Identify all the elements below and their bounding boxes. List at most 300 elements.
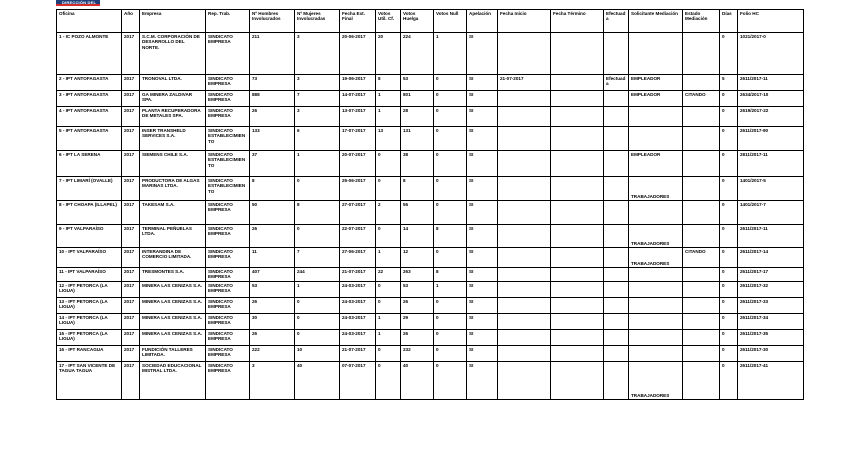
table-cell: 38 — [401, 151, 434, 177]
table-cell: 53 — [401, 282, 434, 298]
table-row — [57, 346, 804, 362]
table-cell — [498, 127, 551, 151]
table-cell: 2611/2017-30 — [738, 346, 804, 362]
table-cell: SI — [467, 107, 498, 127]
institution-logo — [56, 0, 100, 10]
table-cell: 7 - IPT LIMARÍ (OVALLE) — [57, 177, 122, 201]
table-cell: SINDICATO EMPRESA — [206, 33, 250, 75]
table-cell — [629, 268, 683, 282]
table-header — [57, 10, 804, 33]
table-cell — [551, 75, 604, 91]
table-cell: 2811/2017-11 — [738, 151, 804, 177]
table-cell: SI — [467, 127, 498, 151]
table-cell: 2017 — [122, 201, 140, 225]
table-cell — [683, 33, 720, 75]
column-header: Votos Util. Cf. — [376, 10, 401, 33]
column-header: Días — [720, 10, 738, 33]
table-cell: 0 — [434, 330, 467, 346]
column-header: Apelación — [467, 10, 498, 33]
table-cell: 28 — [401, 107, 434, 127]
table-cell: 1 — [376, 330, 401, 346]
table-cell — [629, 127, 683, 151]
table-cell: 30 — [250, 314, 295, 330]
table-cell — [498, 248, 551, 268]
table-cell: EMPLEADOR — [629, 151, 683, 177]
table-cell: SI — [467, 33, 498, 75]
table-cell: SINDICATO EMPRESA — [206, 91, 250, 107]
table-cell — [498, 91, 551, 107]
table-cell — [498, 33, 551, 75]
table-cell: SINDICATO EMPRESA — [206, 298, 250, 314]
table-cell: 0 — [376, 362, 401, 400]
table-cell: 2017 — [122, 225, 140, 248]
table-cell: 2017 — [122, 346, 140, 362]
table-cell: 407 — [250, 268, 295, 282]
table-cell: 0 — [295, 177, 340, 201]
table-cell: 232 — [401, 346, 434, 362]
table-cell — [683, 177, 720, 201]
table-cell: 2611/2017-35 — [738, 330, 804, 346]
table-cell: 16 - IPT RANCAGUA — [57, 346, 122, 362]
table-cell: 6 — [295, 127, 340, 151]
table-cell: 14 — [401, 225, 434, 248]
column-header: Votos Null — [434, 10, 467, 33]
table-cell — [551, 151, 604, 177]
table-cell: TERMINAL PEÑUELAS LTDA. — [140, 225, 206, 248]
table-cell: 0 — [295, 330, 340, 346]
table-cell — [551, 107, 604, 127]
table-cell: SI — [467, 346, 498, 362]
table-cell: 0 — [295, 314, 340, 330]
table-cell: 3 — [295, 33, 340, 75]
table-row — [57, 314, 804, 330]
table-cell: 2611/2017-41 — [738, 362, 804, 400]
table-cell: 801 — [401, 91, 434, 107]
table-cell: 1 — [376, 248, 401, 268]
table-cell: 0 — [376, 282, 401, 298]
table-cell — [683, 75, 720, 91]
table-cell: 888 — [250, 91, 295, 107]
table-cell — [604, 151, 629, 177]
table-cell — [551, 346, 604, 362]
table-cell: 13 - IPT PETORCA (LA LIGUA) — [57, 298, 122, 314]
table-cell: 1 — [376, 314, 401, 330]
table-cell: 2017 — [122, 268, 140, 282]
table-cell: 2611/2017-34 — [738, 314, 804, 330]
table-cell: 7 — [295, 248, 340, 268]
table-cell — [551, 201, 604, 225]
table-cell: 3 — [250, 362, 295, 400]
table-cell — [629, 107, 683, 127]
table-row — [57, 33, 804, 75]
logo-label: DIRECCIÓN DEL TRABAJO — [62, 0, 97, 10]
table-row — [57, 225, 804, 248]
table-cell: 2017 — [122, 33, 140, 75]
table-cell: 0 — [434, 151, 467, 177]
table-cell: 0 — [720, 107, 738, 127]
table-cell: SINDICATO EMPRESA — [206, 314, 250, 330]
table-cell: 0 — [295, 298, 340, 314]
table-cell: 1 — [434, 33, 467, 75]
table-cell: 5 - IPT ANTOFAGASTA — [57, 127, 122, 151]
table-cell: SINDICATO EMPRESA — [206, 346, 250, 362]
table-cell: 73 — [250, 75, 295, 91]
column-header: Efectuada — [604, 10, 629, 33]
table-cell: 55 — [401, 201, 434, 225]
table-cell: 224 — [401, 33, 434, 75]
table-cell: 4 - IPT ANTOFAGASTA — [57, 107, 122, 127]
table-cell: 1 — [376, 107, 401, 127]
table-cell: 27-06-2017 — [340, 248, 376, 268]
table-cell — [604, 201, 629, 225]
table-cell: SI — [467, 75, 498, 91]
table-cell: INTERANDINA DE COMERCIO LIMITADA. — [140, 248, 206, 268]
table-cell: 12 — [401, 248, 434, 268]
table-cell: 2634/2017-10 — [738, 91, 804, 107]
table-row — [57, 362, 804, 400]
table-cell: SINDICATO EMPRESA — [206, 330, 250, 346]
table-cell: 2611/2017-33 — [738, 298, 804, 314]
table-cell: 20-06-2017 — [340, 33, 376, 75]
table-row — [57, 151, 804, 177]
table-cell: EMPLEADOR — [629, 91, 683, 107]
table-cell: 8 — [295, 201, 340, 225]
table-cell: 15 - IPT PETORCA (LA LIGUA) — [57, 330, 122, 346]
table-row — [57, 201, 804, 225]
table-cell: 8 — [434, 268, 467, 282]
table-cell: 24-03-2017 — [340, 314, 376, 330]
table-cell: 0 — [434, 201, 467, 225]
table-cell — [551, 248, 604, 268]
column-header: Oficina — [57, 10, 122, 33]
table-cell: 8 — [401, 177, 434, 201]
table-cell: CITANDO — [683, 248, 720, 268]
table-cell — [498, 201, 551, 225]
table-cell: SINDICATO EMPRESA — [206, 268, 250, 282]
table-cell: 12 - IPT PETORCA (LA LIGUA) — [57, 282, 122, 298]
table-cell: SINDICATO EMPRESA — [206, 201, 250, 225]
column-header: Solicitante Mediación — [629, 10, 683, 33]
table-cell — [604, 298, 629, 314]
table-cell: SI — [467, 314, 498, 330]
table-cell: 13-07-2017 — [340, 107, 376, 127]
table-cell: 0 — [434, 91, 467, 107]
table-cell: 10 — [295, 346, 340, 362]
table-cell: EMPLEADOR — [629, 75, 683, 91]
column-header: Rep. Trab. — [206, 10, 250, 33]
table-cell: 26 — [250, 298, 295, 314]
table-cell: 0 — [376, 346, 401, 362]
column-header: Empresa — [140, 10, 206, 33]
table-cell: TRABAJADORES — [629, 248, 683, 268]
table-cell: 2017 — [122, 248, 140, 268]
column-header: Nº Hombres Involucrados — [250, 10, 295, 33]
table-cell: 2611/2017-14 — [738, 248, 804, 268]
table-cell — [683, 362, 720, 400]
table-cell — [604, 107, 629, 127]
table-cell: 26 — [401, 330, 434, 346]
table-cell: 0 — [434, 314, 467, 330]
table-cell — [551, 225, 604, 248]
table-cell — [551, 177, 604, 201]
table-cell — [683, 127, 720, 151]
table-cell: TAKESAM S.A. — [140, 201, 206, 225]
table-cell: 26 — [250, 225, 295, 248]
table-row — [57, 177, 804, 201]
table-cell: 0 — [720, 201, 738, 225]
table-cell: 0 — [720, 91, 738, 107]
table-cell: 0 — [376, 298, 401, 314]
table-cell: 0 — [434, 346, 467, 362]
table-cell — [629, 346, 683, 362]
table-cell: 0 — [720, 346, 738, 362]
table-cell: 20 — [376, 33, 401, 75]
table-cell: PRODUCTORA DE ALGAS MARINAS LTDA. — [140, 177, 206, 201]
table-cell: 29 — [401, 314, 434, 330]
table-cell: 2017 — [122, 177, 140, 201]
table-cell — [551, 314, 604, 330]
table-cell: 8 — [250, 177, 295, 201]
table-cell: 0 — [434, 107, 467, 127]
table-cell: 0 — [720, 177, 738, 201]
column-header: Nº Mujeres Involucradas — [295, 10, 340, 33]
table-cell — [683, 282, 720, 298]
table-cell — [604, 282, 629, 298]
table-cell — [683, 201, 720, 225]
table-cell — [629, 330, 683, 346]
table-cell: 2619/2017-22 — [738, 107, 804, 127]
table-cell: SI — [467, 248, 498, 268]
table-cell: 0 — [720, 151, 738, 177]
table-cell: 11 - IPT VALPARAÍSO — [57, 268, 122, 282]
table-cell: 8 — [434, 225, 467, 248]
table-cell: 8 - IPT CHOAPA (ILLAPEL) — [57, 201, 122, 225]
table-cell — [604, 268, 629, 282]
table-cell: SI — [467, 91, 498, 107]
table-cell: SINDICATO EMPRESA — [206, 362, 250, 400]
table-cell — [551, 268, 604, 282]
table-cell: 9 - IPT VALPARAÍSO — [57, 225, 122, 248]
table-cell: 0 — [376, 177, 401, 201]
table-cell: 3 — [295, 75, 340, 91]
table-cell: 14 - IPT PETORCA (LA LIGUA) — [57, 314, 122, 330]
table-cell: 24-03-2017 — [340, 330, 376, 346]
table-cell — [551, 127, 604, 151]
table-cell — [683, 225, 720, 248]
table-cell: 26 — [250, 330, 295, 346]
table-cell: 211 — [250, 33, 295, 75]
table-cell: 2017 — [122, 75, 140, 91]
table-cell — [498, 346, 551, 362]
table-cell: 0 — [720, 225, 738, 248]
table-cell — [604, 127, 629, 151]
table-cell: 0 — [720, 298, 738, 314]
table-cell — [551, 91, 604, 107]
table-cell — [604, 248, 629, 268]
table-cell: 2 - IPT ANTOFAGASTA — [57, 75, 122, 91]
table-cell: 2017 — [122, 314, 140, 330]
table-row — [57, 330, 804, 346]
table-row — [57, 107, 804, 127]
table-cell: 3 - IPT ANTOFAGASTA — [57, 91, 122, 107]
table-cell: 1 — [295, 282, 340, 298]
table-cell: 0 — [376, 151, 401, 177]
table-cell: 0 — [434, 127, 467, 151]
table-cell — [498, 314, 551, 330]
table-cell: TRESMONTES S.A. — [140, 268, 206, 282]
table-cell: 2 — [376, 201, 401, 225]
table-cell: 2611/2017-11 — [738, 75, 804, 91]
table-cell: SI — [467, 268, 498, 282]
table-cell: 0 — [376, 225, 401, 248]
table-cell: SINDICATO ESTABLECIMIENTO — [206, 177, 250, 201]
table-row — [57, 91, 804, 107]
table-cell: 27-07-2017 — [340, 201, 376, 225]
table-cell: SINDICATO ESTABLECIMIENTO — [206, 127, 250, 151]
table-cell: 7 — [295, 91, 340, 107]
table-cell: 14-07-2017 — [340, 91, 376, 107]
table-cell — [629, 201, 683, 225]
table-cell: 26 — [250, 107, 295, 127]
table-cell: TRABAJADORES — [629, 177, 683, 201]
table-cell: 53 — [401, 75, 434, 91]
table-cell: 21-07-2017 — [340, 268, 376, 282]
table-cell: SI — [467, 282, 498, 298]
table-cell: SI — [467, 362, 498, 400]
table-cell: 131 — [401, 127, 434, 151]
table-cell: 0 — [720, 330, 738, 346]
table-cell: SINDICATO EMPRESA — [206, 107, 250, 127]
table-row — [57, 282, 804, 298]
table-cell: 1 - IC POZO ALMONTE — [57, 33, 122, 75]
table-cell: SOCIEDAD EDUCACIONAL MISTRAL LTDA. — [140, 362, 206, 400]
table-cell: 17-07-2017 — [340, 127, 376, 151]
table-cell: 1021/2017-0 — [738, 33, 804, 75]
table-cell — [604, 330, 629, 346]
table-cell: SINDICATO ESTABLECIMIENTO — [206, 151, 250, 177]
column-header: Estado Mediación — [683, 10, 720, 33]
table-cell — [498, 268, 551, 282]
column-header: Año — [122, 10, 140, 33]
table-row — [57, 127, 804, 151]
table-cell: 22-07-2017 — [340, 225, 376, 248]
table-cell: 2017 — [122, 362, 140, 400]
table-cell: 2017 — [122, 107, 140, 127]
table-cell — [604, 362, 629, 400]
table-cell: 0 — [720, 282, 738, 298]
table-cell: 20-07-2017 — [340, 151, 376, 177]
table-cell: MINERA LAS CENIZAS S.A. — [140, 314, 206, 330]
table-cell: 21-07-2017 — [340, 346, 376, 362]
table-cell: 263 — [401, 268, 434, 282]
table-row — [57, 298, 804, 314]
table-cell — [498, 330, 551, 346]
table-cell — [604, 225, 629, 248]
table-cell: 0 — [720, 268, 738, 282]
table-cell — [629, 33, 683, 75]
table-row — [57, 248, 804, 268]
table-cell: 2611/2017-32 — [738, 282, 804, 298]
table-cell: SINDICATO EMPRESA — [206, 75, 250, 91]
table-cell: 3 — [295, 107, 340, 127]
table-cell: MINERA LAS CENIZAS S.A. — [140, 282, 206, 298]
table-cell: FUNDICIÓN TALLERES LIMITADA. — [140, 346, 206, 362]
table-row — [57, 268, 804, 282]
table-cell: 13 — [376, 127, 401, 151]
table-cell — [629, 282, 683, 298]
table-cell: SINDICATO EMPRESA — [206, 225, 250, 248]
table-cell: 6 - IPT LA SERENA — [57, 151, 122, 177]
table-cell: 37 — [250, 151, 295, 177]
column-header: Fecha Inicio — [498, 10, 551, 33]
table-cell: 24-03-2017 — [340, 298, 376, 314]
strikes-table — [56, 9, 804, 400]
table-cell: 0 — [434, 177, 467, 201]
table-cell — [683, 314, 720, 330]
table-cell: SI — [467, 225, 498, 248]
table-cell: MINERA LAS CENIZAS S.A. — [140, 330, 206, 346]
table-cell — [551, 362, 604, 400]
table-cell: 5 — [720, 75, 738, 91]
table-cell — [683, 268, 720, 282]
table-cell: SI — [467, 201, 498, 225]
table-cell: 40 — [295, 362, 340, 400]
table-cell: SINDICATO EMPRESA — [206, 248, 250, 268]
table-cell: 2611/2017-17 — [738, 268, 804, 282]
table-cell: TRABAJADORES — [629, 225, 683, 248]
table-cell: TRABAJADORES — [629, 362, 683, 400]
table-cell: 1 — [376, 91, 401, 107]
table-cell: S.C.M. CORPORACIÓN DE DESARROLLO DEL NORTE. — [140, 33, 206, 75]
table-cell: 50 — [250, 201, 295, 225]
column-header: Folio HC — [738, 10, 804, 33]
table-cell: PLANTA RECUPERADORA DE METALES SPA. — [140, 107, 206, 127]
table-cell — [498, 107, 551, 127]
table-cell — [683, 330, 720, 346]
table-cell: 244 — [295, 268, 340, 282]
table-cell: 0 — [434, 362, 467, 400]
table-cell: 0 — [434, 248, 467, 268]
table-cell — [629, 298, 683, 314]
table-cell — [629, 314, 683, 330]
table-cell — [551, 282, 604, 298]
table-cell — [498, 298, 551, 314]
table-cell: 1 — [434, 282, 467, 298]
table-cell: 17 - IPT SAN VICENTE DE TAGUA TAGUA — [57, 362, 122, 400]
table-cell: 07-07-2017 — [340, 362, 376, 400]
table-cell: SI — [467, 330, 498, 346]
table-cell: 22 — [376, 268, 401, 282]
table-cell: 25-06-2017 — [340, 177, 376, 201]
table-cell — [604, 177, 629, 201]
table-cell: MINERA LAS CENIZAS S.A. — [140, 298, 206, 314]
table-cell: 19-06-2017 — [340, 75, 376, 91]
table-cell — [604, 314, 629, 330]
table-cell — [683, 107, 720, 127]
table-cell — [683, 151, 720, 177]
table-cell: 2017 — [122, 127, 140, 151]
table-cell: Efectuada — [604, 75, 629, 91]
table-cell: 2017 — [122, 298, 140, 314]
table-cell — [551, 330, 604, 346]
table-cell: 1 — [295, 151, 340, 177]
table-cell: 0 — [434, 75, 467, 91]
table-cell: 24-03-2017 — [340, 282, 376, 298]
table-cell: SI — [467, 151, 498, 177]
table-cell — [498, 225, 551, 248]
table-cell: SINDICATO EMPRESA — [206, 282, 250, 298]
column-header: Fecha Término — [551, 10, 604, 33]
